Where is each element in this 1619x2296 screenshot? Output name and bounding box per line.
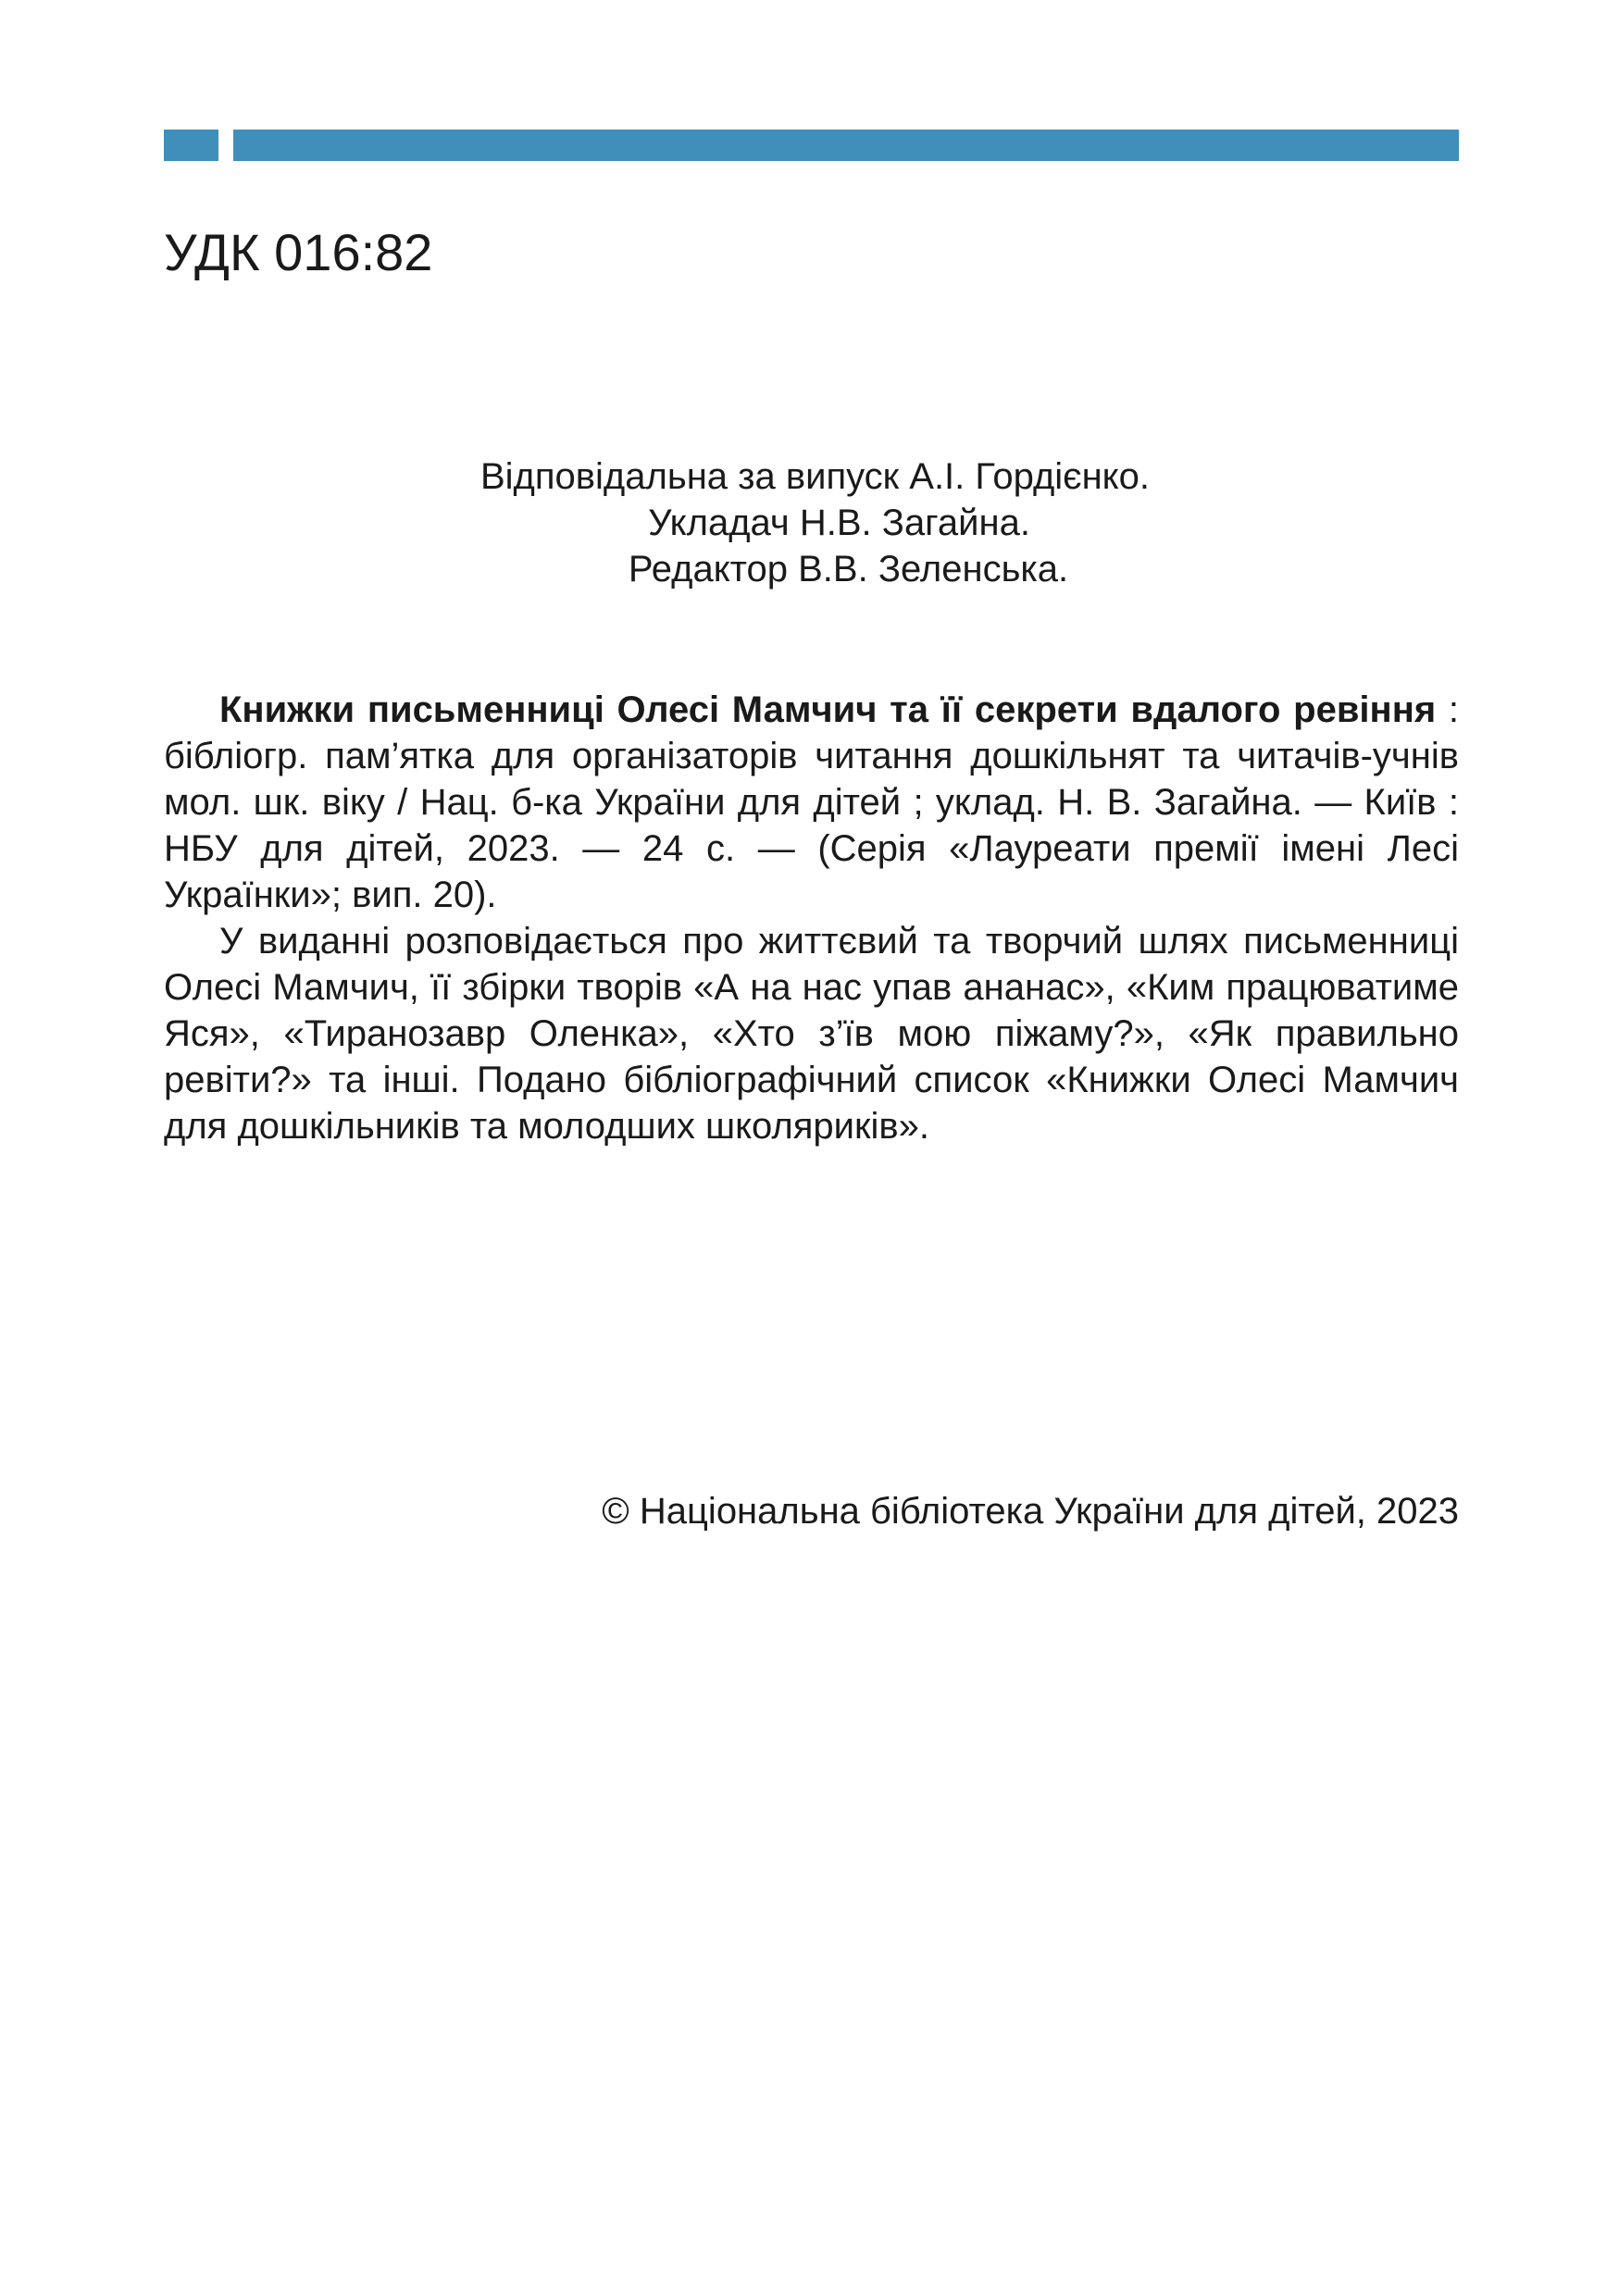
header-accent-bar-short — [164, 130, 218, 161]
bibliographic-description: : бібліогр. пам’ятка для організаторів читання дошкільнят та читачів-учнів мол. шк. віку / Нац. б-ка України для дітей ; уклад. Н. В. Загайна. — Київ : НБУ для дітей, 2023. — 24 с. — (Серія «Лауреати премії імені Лесі Українки»; вип. 20). — [164, 689, 1459, 915]
editor: Редактор В.В. Зеленська. — [628, 549, 1069, 590]
responsible-person: Відповідальна за випуск А.І. Гордієнко. — [479, 456, 1150, 497]
book-title: Книжки письменниці Олесі Мамчич та її секрети вдалого ревіння — [219, 689, 1437, 730]
udk-code: УДК 016:82 — [164, 223, 433, 281]
header-accent-bar-long — [233, 130, 1459, 161]
publication-credits — [164, 453, 1459, 592]
compiler: Укладач Н.В. Загайна. — [648, 503, 1030, 543]
bibliographic-annotation — [164, 687, 1459, 1149]
bibliographic-record — [164, 687, 1459, 918]
copyright-notice: © Національна бібліотека України для дітей, 2023 — [602, 1491, 1459, 1532]
summary-paragraph: У виданні розповідається про життєвий та творчий шлях письменниці Олесі Мамчич, її збірки творів «А на нас упав ананас», «Ким працюватиме Яся», «Тиранозавр Оленка», «Хто з’їв мою піжаму?», «Як правильно ревіти?» та інші. Подано бібліографічний список «Книжки Олесі Мамчич для дошкільників та молодших школяриків». — [164, 921, 1459, 1147]
